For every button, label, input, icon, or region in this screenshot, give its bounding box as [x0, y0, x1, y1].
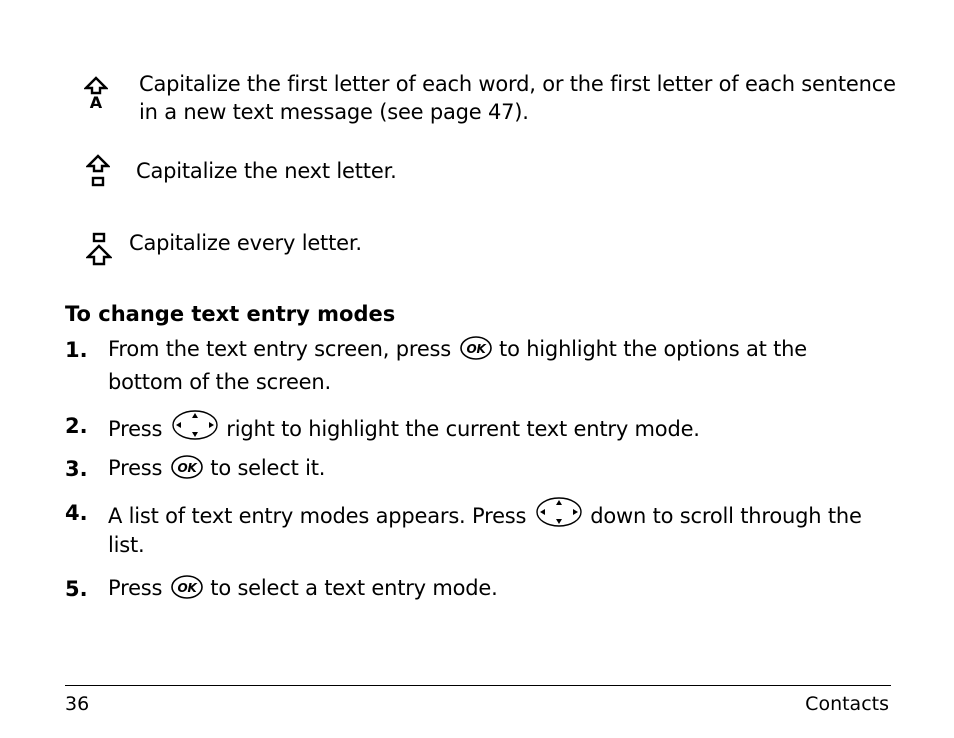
mode-description-line1: Capitalize the first letter of each word, or the first letter of each sentence: [139, 72, 896, 96]
svg-text:OK: OK: [466, 342, 486, 356]
step-text-line2: bottom of the screen.: [108, 370, 331, 394]
caps-lock-icon: [86, 232, 112, 268]
step-text-line2: list.: [108, 533, 145, 557]
nav-key-icon: [170, 409, 220, 451]
svg-text:OK: OK: [177, 581, 197, 595]
step-number: 4.: [65, 501, 88, 525]
mode-description-line2: in a new text message (see page 47).: [139, 100, 529, 124]
section-heading: To change text entry modes: [65, 302, 396, 326]
step-text-after: down to scroll through the: [590, 504, 862, 528]
step-text-after: to select it.: [210, 456, 326, 480]
ok-button-icon: [170, 454, 204, 490]
step-number: 3.: [65, 457, 88, 481]
page-number: 36: [65, 693, 90, 715]
step-text: [108, 572, 498, 610]
step-text-before: Press: [108, 417, 163, 441]
step-text-before: Press: [108, 456, 163, 480]
step-text-before: From the text entry screen, press: [108, 337, 452, 361]
ok-button-icon: [170, 574, 204, 610]
step-text-before: A list of text entry modes appears. Press: [108, 504, 527, 528]
svg-text:A: A: [89, 93, 103, 110]
shift-a-icon: [84, 76, 108, 110]
chapter-name: Contacts: [805, 693, 889, 715]
step-text: [108, 496, 862, 538]
shift-next-icon: [86, 154, 110, 188]
mode-description: Capitalize the next letter.: [136, 159, 397, 183]
step-text-before: Press: [108, 576, 163, 600]
step-number: 2.: [65, 414, 88, 438]
step-text-after: right to highlight the current text entry mode.: [226, 417, 700, 441]
step-text-after: to select a text entry mode.: [210, 576, 498, 600]
mode-description: Capitalize every letter.: [129, 231, 362, 255]
step-text: [108, 452, 325, 490]
ok-button-icon: [459, 335, 493, 371]
step-number: 1.: [65, 338, 88, 362]
nav-key-icon: [534, 496, 584, 538]
svg-text:OK: OK: [177, 461, 197, 475]
step-text: [108, 409, 700, 451]
footer-rule: [65, 685, 891, 686]
step-number: 5.: [65, 577, 88, 601]
step-text-after: to highlight the options at the: [499, 337, 807, 361]
